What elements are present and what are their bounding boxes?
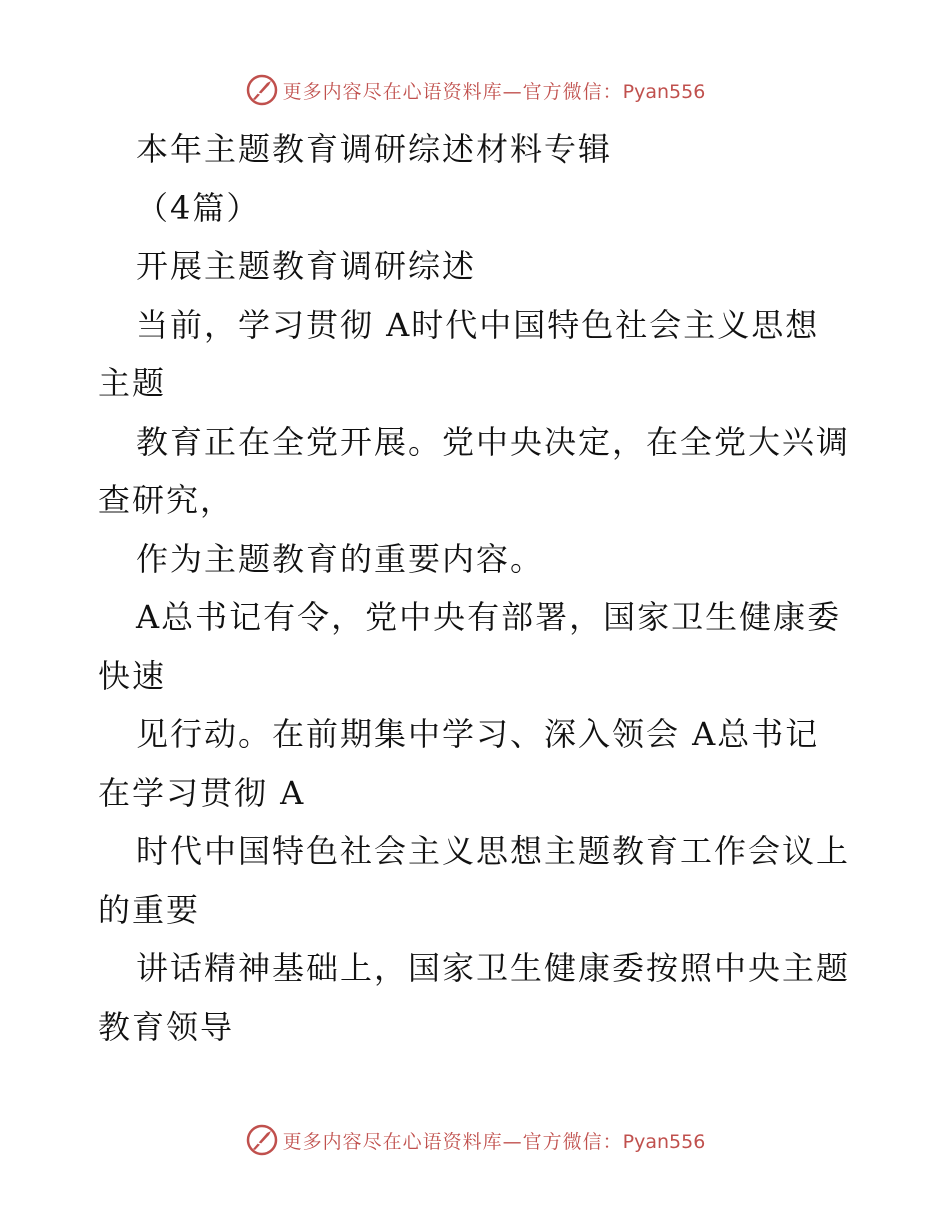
footer-watermark [0,1120,950,1160]
quill-logo-icon [245,73,279,107]
text-line: 教育领导 [98,1007,235,1046]
quill-logo-icon [245,1123,279,1157]
text-line: 作为主题教育的重要内容。 [136,539,545,578]
text-line: 时代中国特色社会主义思想主题教育工作会议上 [136,832,851,870]
watermark-text: 更多内容尽在心语资料库—官方微信：Pyan556 [282,1130,706,1153]
document-body [98,120,898,1056]
text-line: （4篇） [136,188,261,227]
text-line: 查研究， [98,481,235,519]
watermark-text: 更多内容尽在心语资料库—官方微信：Pyan556 [282,80,706,103]
text-line: 教育正在全党开展。党中央决定，在全党大兴调 [136,422,851,461]
text-line: 讲话精神基础上，国家卫生健康委按照中央主题 [136,949,851,987]
text-line: A总书记有令，党中央有部署，国家卫生健康委 [136,598,842,636]
text-line: 本年主题教育调研综述材料专辑 [136,130,613,168]
watermark-id: Pyan556 [622,80,706,103]
text-line: 在学习贯彻 A [98,773,306,812]
header-watermark [0,70,950,110]
text-line: 见行动。在前期集中学习、深入领会 A总书记 [136,715,820,753]
watermark-id: Pyan556 [622,1130,706,1153]
text-line: 快速 [98,656,167,695]
text-line: 主题 [98,364,167,402]
text-line: 当前，学习贯彻 A时代中国特色社会主义思想 [136,305,820,344]
text-line: 开展主题教育调研综述 [136,247,477,285]
text-line: 的重要 [98,890,201,929]
